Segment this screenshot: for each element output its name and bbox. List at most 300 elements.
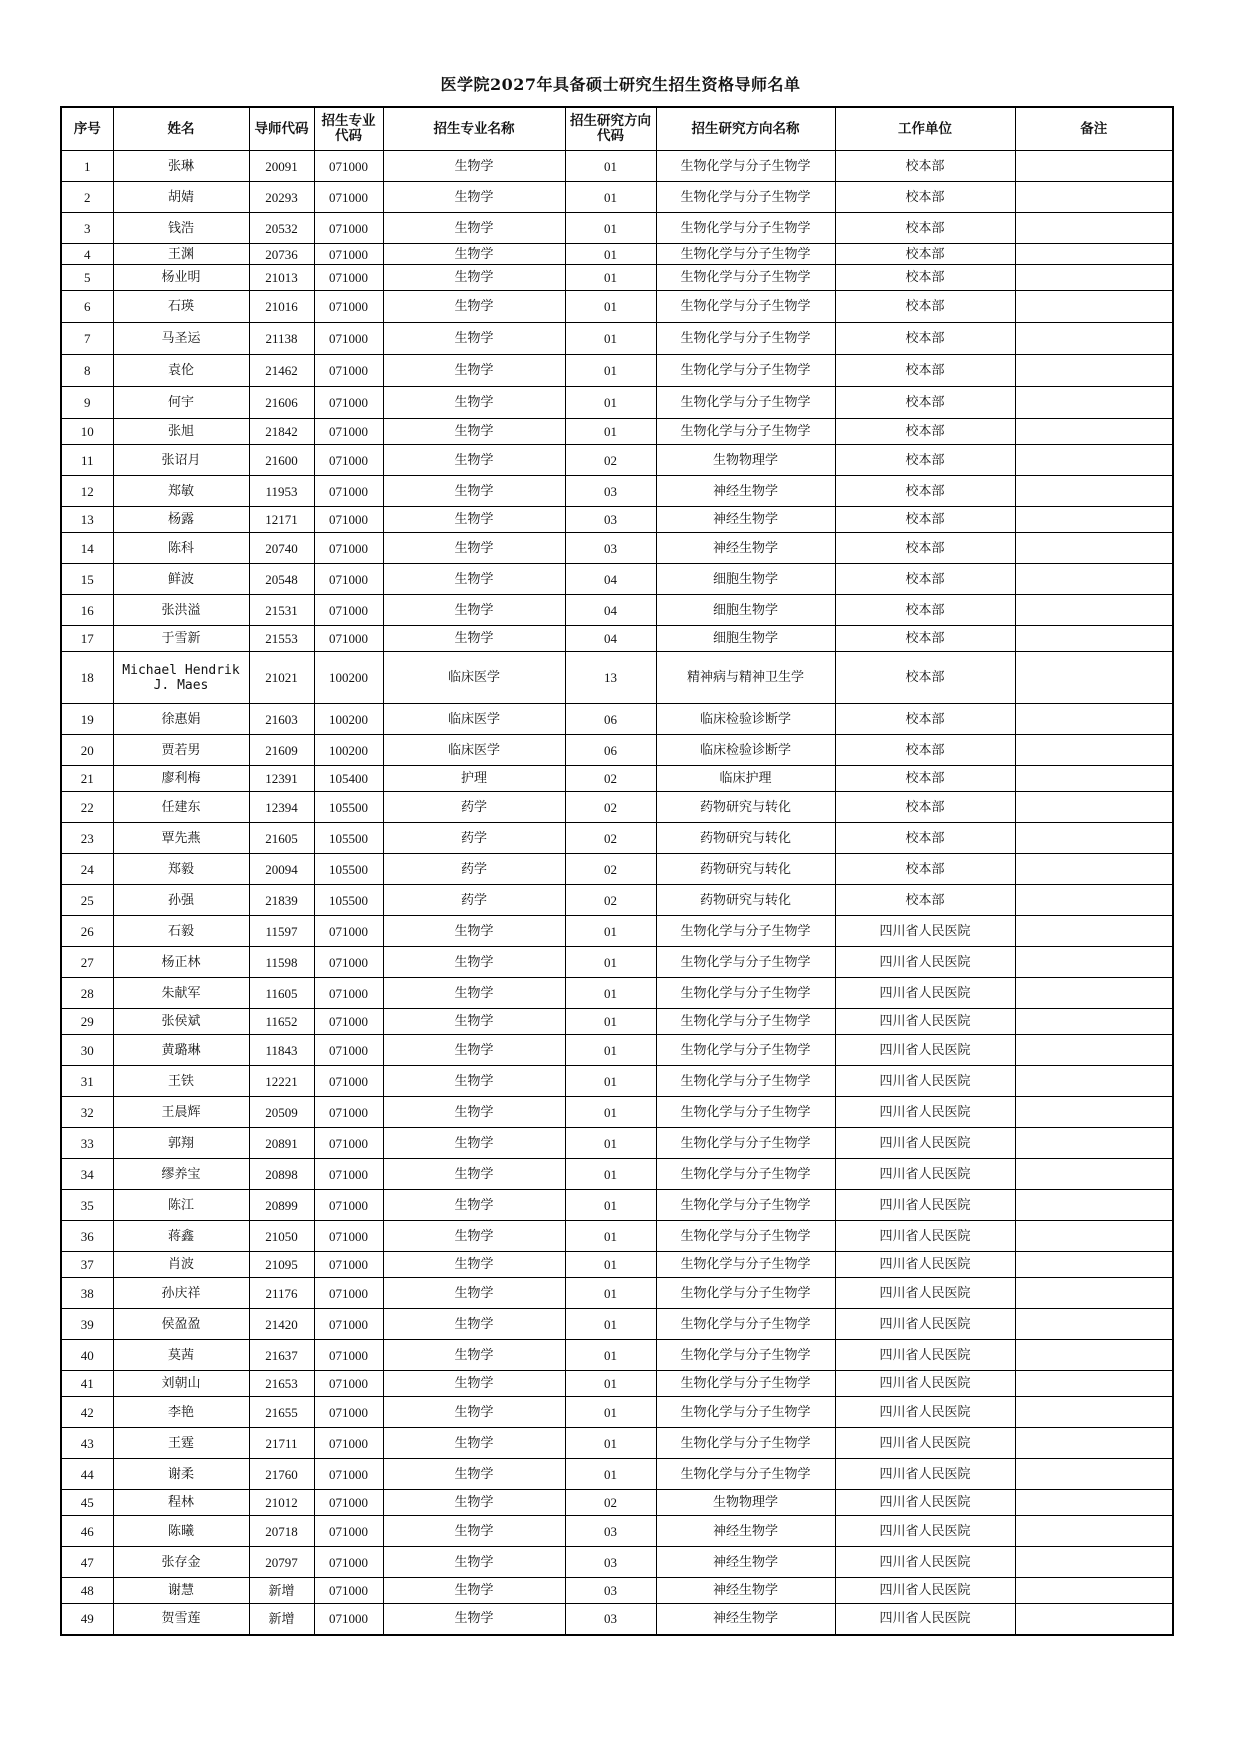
table-row (61, 533, 1173, 564)
cell-major-name: 临床医学 (383, 652, 565, 704)
cell-major-code: 071000 (314, 1278, 383, 1309)
cell-major-code: 071000 (314, 978, 383, 1009)
cell-direction-code: 06 (565, 735, 656, 766)
cell-name: 莫茜 (113, 1340, 249, 1371)
cell-advisor-code: 21012 (249, 1490, 314, 1516)
cell-remark (1015, 1516, 1173, 1547)
cell-major-code: 071000 (314, 1604, 383, 1635)
cell-name: 王铁 (113, 1066, 249, 1097)
table-row (61, 1190, 1173, 1221)
cell-direction-name: 生物化学与分子生物学 (656, 1309, 835, 1340)
cell-major-code: 071000 (314, 1159, 383, 1190)
cell-major-name: 生物学 (383, 265, 565, 291)
cell-direction-name: 临床检验诊断学 (656, 735, 835, 766)
cell-advisor-code: 21637 (249, 1340, 314, 1371)
cell-major-name: 生物学 (383, 1490, 565, 1516)
cell-major-code: 100200 (314, 652, 383, 704)
cell-advisor-code: 20740 (249, 533, 314, 564)
cell-major-name: 生物学 (383, 947, 565, 978)
cell-advisor-code: 20797 (249, 1547, 314, 1578)
cell-advisor-code: 20891 (249, 1128, 314, 1159)
cell-remark (1015, 1066, 1173, 1097)
cell-advisor-code: 21605 (249, 823, 314, 854)
cell-direction-name: 神经生物学 (656, 476, 835, 507)
cell-major-name: 生物学 (383, 1097, 565, 1128)
cell-remark (1015, 265, 1173, 291)
cell-name: 朱献军 (113, 978, 249, 1009)
cell-name: 廖利梅 (113, 766, 249, 792)
cell-remark (1015, 1459, 1173, 1490)
cell-major-name: 生物学 (383, 476, 565, 507)
cell-unit: 四川省人民医院 (835, 1097, 1015, 1128)
cell-unit: 四川省人民医院 (835, 1221, 1015, 1252)
cell-unit: 四川省人民医院 (835, 1340, 1015, 1371)
table-row (61, 244, 1173, 265)
cell-direction-code: 03 (565, 507, 656, 533)
cell-advisor-code: 20736 (249, 244, 314, 265)
cell-major-name: 生物学 (383, 1309, 565, 1340)
cell-unit: 四川省人民医院 (835, 916, 1015, 947)
cell-name: 钱浩 (113, 213, 249, 244)
cell-seq: 6 (61, 291, 113, 323)
cell-unit: 校本部 (835, 182, 1015, 213)
cell-seq: 8 (61, 355, 113, 387)
cell-unit: 校本部 (835, 213, 1015, 244)
cell-remark (1015, 387, 1173, 419)
table-row (61, 291, 1173, 323)
cell-direction-name: 生物化学与分子生物学 (656, 387, 835, 419)
cell-unit: 校本部 (835, 355, 1015, 387)
cell-unit: 校本部 (835, 595, 1015, 626)
cell-name: 石毅 (113, 916, 249, 947)
cell-advisor-code: 20532 (249, 213, 314, 244)
cell-direction-code: 01 (565, 978, 656, 1009)
cell-major-name: 生物学 (383, 1035, 565, 1066)
cell-remark (1015, 355, 1173, 387)
table-row (61, 507, 1173, 533)
cell-remark (1015, 792, 1173, 823)
table-row (61, 1371, 1173, 1397)
cell-seq: 46 (61, 1516, 113, 1547)
cell-remark (1015, 735, 1173, 766)
cell-direction-code: 01 (565, 419, 656, 445)
table-row (61, 213, 1173, 244)
cell-direction-name: 生物化学与分子生物学 (656, 1459, 835, 1490)
cell-unit: 四川省人民医院 (835, 1128, 1015, 1159)
cell-seq: 31 (61, 1066, 113, 1097)
cell-remark (1015, 182, 1173, 213)
cell-major-name: 护理 (383, 766, 565, 792)
cell-direction-code: 01 (565, 182, 656, 213)
cell-remark (1015, 1252, 1173, 1278)
cell-advisor-code: 21653 (249, 1371, 314, 1397)
cell-major-name: 临床医学 (383, 704, 565, 735)
cell-name: 胡婧 (113, 182, 249, 213)
cell-name: Michael Hendrik J. Maes (113, 652, 249, 704)
table-row (61, 1428, 1173, 1459)
cell-remark (1015, 533, 1173, 564)
cell-remark (1015, 854, 1173, 885)
cell-unit: 四川省人民医院 (835, 1547, 1015, 1578)
cell-name: 程林 (113, 1490, 249, 1516)
cell-seq: 26 (61, 916, 113, 947)
cell-remark (1015, 652, 1173, 704)
cell-direction-name: 神经生物学 (656, 1547, 835, 1578)
cell-advisor-code: 21531 (249, 595, 314, 626)
cell-seq: 12 (61, 476, 113, 507)
cell-name: 张洪溢 (113, 595, 249, 626)
cell-direction-code: 04 (565, 564, 656, 595)
cell-advisor-code: 12171 (249, 507, 314, 533)
cell-seq: 29 (61, 1009, 113, 1035)
cell-name: 鲜波 (113, 564, 249, 595)
cell-unit: 四川省人民医院 (835, 1278, 1015, 1309)
table-row (61, 1459, 1173, 1490)
cell-advisor-code: 11597 (249, 916, 314, 947)
cell-major-code: 071000 (314, 387, 383, 419)
cell-major-code: 071000 (314, 916, 383, 947)
cell-advisor-code: 12391 (249, 766, 314, 792)
cell-major-code: 071000 (314, 1190, 383, 1221)
cell-remark (1015, 213, 1173, 244)
cell-major-name: 生物学 (383, 151, 565, 182)
cell-direction-code: 01 (565, 1397, 656, 1428)
cell-seq: 49 (61, 1604, 113, 1635)
cell-advisor-code: 21655 (249, 1397, 314, 1428)
cell-direction-name: 生物化学与分子生物学 (656, 1159, 835, 1190)
cell-advisor-code: 21711 (249, 1428, 314, 1459)
cell-major-code: 071000 (314, 1547, 383, 1578)
header-seq: 序号 (61, 107, 113, 151)
cell-name: 张存金 (113, 1547, 249, 1578)
cell-major-code: 071000 (314, 1097, 383, 1128)
cell-advisor-code: 21176 (249, 1278, 314, 1309)
cell-major-code: 071000 (314, 213, 383, 244)
cell-seq: 42 (61, 1397, 113, 1428)
cell-advisor-code: 21842 (249, 419, 314, 445)
cell-direction-code: 02 (565, 885, 656, 916)
cell-unit: 校本部 (835, 244, 1015, 265)
cell-major-name: 生物学 (383, 916, 565, 947)
table-row (61, 265, 1173, 291)
cell-advisor-code: 20293 (249, 182, 314, 213)
cell-remark (1015, 1578, 1173, 1604)
cell-unit: 四川省人民医院 (835, 1371, 1015, 1397)
cell-major-code: 105500 (314, 792, 383, 823)
cell-advisor-code: 21553 (249, 626, 314, 652)
cell-direction-name: 生物化学与分子生物学 (656, 916, 835, 947)
cell-remark (1015, 766, 1173, 792)
cell-remark (1015, 595, 1173, 626)
table-row (61, 885, 1173, 916)
cell-unit: 四川省人民医院 (835, 947, 1015, 978)
cell-remark (1015, 1397, 1173, 1428)
cell-direction-name: 生物化学与分子生物学 (656, 1371, 835, 1397)
cell-major-code: 100200 (314, 704, 383, 735)
header-major-code: 招生专业代码 (314, 107, 383, 151)
cell-unit: 校本部 (835, 387, 1015, 419)
cell-seq: 47 (61, 1547, 113, 1578)
cell-major-name: 生物学 (383, 1459, 565, 1490)
cell-major-name: 生物学 (383, 978, 565, 1009)
cell-seq: 38 (61, 1278, 113, 1309)
cell-name: 陈科 (113, 533, 249, 564)
cell-unit: 四川省人民医院 (835, 1066, 1015, 1097)
cell-name: 刘朝山 (113, 1371, 249, 1397)
cell-major-name: 生物学 (383, 533, 565, 564)
cell-seq: 4 (61, 244, 113, 265)
cell-direction-code: 03 (565, 1516, 656, 1547)
cell-name: 贾若男 (113, 735, 249, 766)
cell-direction-code: 01 (565, 323, 656, 355)
header-remark: 备注 (1015, 107, 1173, 151)
cell-major-code: 071000 (314, 1340, 383, 1371)
cell-remark (1015, 1490, 1173, 1516)
table-row (61, 1066, 1173, 1097)
cell-major-name: 药学 (383, 792, 565, 823)
cell-unit: 校本部 (835, 323, 1015, 355)
cell-seq: 2 (61, 182, 113, 213)
cell-unit: 四川省人民医院 (835, 1309, 1015, 1340)
table-row (61, 626, 1173, 652)
cell-major-name: 生物学 (383, 291, 565, 323)
cell-name: 缪养宝 (113, 1159, 249, 1190)
cell-direction-name: 神经生物学 (656, 1578, 835, 1604)
cell-major-name: 生物学 (383, 445, 565, 476)
cell-seq: 32 (61, 1097, 113, 1128)
cell-major-code: 071000 (314, 947, 383, 978)
table-row (61, 823, 1173, 854)
cell-unit: 校本部 (835, 507, 1015, 533)
table-row (61, 704, 1173, 735)
cell-direction-name: 生物化学与分子生物学 (656, 1252, 835, 1278)
cell-remark (1015, 564, 1173, 595)
cell-name: 何宇 (113, 387, 249, 419)
cell-remark (1015, 885, 1173, 916)
cell-major-name: 生物学 (383, 213, 565, 244)
cell-seq: 33 (61, 1128, 113, 1159)
cell-remark (1015, 291, 1173, 323)
cell-direction-name: 生物化学与分子生物学 (656, 419, 835, 445)
cell-direction-code: 01 (565, 1221, 656, 1252)
cell-direction-name: 生物化学与分子生物学 (656, 182, 835, 213)
cell-direction-code: 04 (565, 595, 656, 626)
cell-major-code: 071000 (314, 445, 383, 476)
cell-direction-name: 生物化学与分子生物学 (656, 1340, 835, 1371)
cell-direction-code: 03 (565, 1547, 656, 1578)
cell-advisor-code: 21606 (249, 387, 314, 419)
cell-remark (1015, 419, 1173, 445)
cell-direction-name: 神经生物学 (656, 1604, 835, 1635)
cell-unit: 校本部 (835, 704, 1015, 735)
cell-major-name: 生物学 (383, 507, 565, 533)
cell-major-name: 生物学 (383, 1397, 565, 1428)
cell-name: 孙庆祥 (113, 1278, 249, 1309)
cell-name: 张侯斌 (113, 1009, 249, 1035)
cell-name: 任建东 (113, 792, 249, 823)
cell-remark (1015, 1340, 1173, 1371)
cell-direction-code: 01 (565, 1190, 656, 1221)
cell-direction-code: 01 (565, 1340, 656, 1371)
table-row (61, 323, 1173, 355)
table-row (61, 1009, 1173, 1035)
cell-direction-code: 01 (565, 1066, 656, 1097)
cell-direction-name: 药物研究与转化 (656, 792, 835, 823)
cell-direction-name: 生物化学与分子生物学 (656, 265, 835, 291)
cell-major-name: 生物学 (383, 419, 565, 445)
cell-name: 陈江 (113, 1190, 249, 1221)
cell-advisor-code: 21050 (249, 1221, 314, 1252)
cell-major-code: 071000 (314, 626, 383, 652)
cell-unit: 校本部 (835, 735, 1015, 766)
cell-major-name: 临床医学 (383, 735, 565, 766)
cell-seq: 10 (61, 419, 113, 445)
cell-major-name: 生物学 (383, 244, 565, 265)
cell-unit: 校本部 (835, 564, 1015, 595)
cell-advisor-code: 21603 (249, 704, 314, 735)
cell-direction-code: 01 (565, 1159, 656, 1190)
cell-advisor-code: 20718 (249, 1516, 314, 1547)
cell-major-name: 生物学 (383, 1128, 565, 1159)
cell-seq: 28 (61, 978, 113, 1009)
cell-seq: 17 (61, 626, 113, 652)
table-row (61, 1578, 1173, 1604)
cell-advisor-code: 20898 (249, 1159, 314, 1190)
cell-name: 谢慧 (113, 1578, 249, 1604)
cell-remark (1015, 1009, 1173, 1035)
cell-major-code: 071000 (314, 355, 383, 387)
cell-direction-name: 生物化学与分子生物学 (656, 291, 835, 323)
cell-unit: 四川省人民医院 (835, 1190, 1015, 1221)
cell-name: 孙强 (113, 885, 249, 916)
cell-name: 谢柔 (113, 1459, 249, 1490)
cell-major-name: 生物学 (383, 1159, 565, 1190)
cell-remark (1015, 916, 1173, 947)
cell-direction-name: 生物化学与分子生物学 (656, 244, 835, 265)
header-direction-code: 招生研究方向代码 (565, 107, 656, 151)
table-row (61, 595, 1173, 626)
cell-advisor-code: 11843 (249, 1035, 314, 1066)
cell-name: 王霆 (113, 1428, 249, 1459)
cell-remark (1015, 704, 1173, 735)
table-body (61, 151, 1173, 1635)
cell-major-code: 071000 (314, 1490, 383, 1516)
cell-unit: 校本部 (835, 854, 1015, 885)
cell-advisor-code: 11598 (249, 947, 314, 978)
cell-remark (1015, 1547, 1173, 1578)
cell-major-code: 071000 (314, 291, 383, 323)
cell-direction-code: 13 (565, 652, 656, 704)
cell-major-name: 生物学 (383, 1066, 565, 1097)
cell-direction-name: 神经生物学 (656, 507, 835, 533)
cell-advisor-code: 21420 (249, 1309, 314, 1340)
cell-remark (1015, 1428, 1173, 1459)
cell-name: 杨正林 (113, 947, 249, 978)
cell-seq: 11 (61, 445, 113, 476)
cell-name: 杨业明 (113, 265, 249, 291)
cell-major-name: 生物学 (383, 1428, 565, 1459)
table-row (61, 1159, 1173, 1190)
cell-advisor-code: 21462 (249, 355, 314, 387)
cell-major-code: 071000 (314, 533, 383, 564)
cell-remark (1015, 1371, 1173, 1397)
table-row (61, 564, 1173, 595)
cell-major-code: 071000 (314, 1397, 383, 1428)
cell-seq: 14 (61, 533, 113, 564)
cell-direction-name: 生物化学与分子生物学 (656, 1035, 835, 1066)
header-direction-name: 招生研究方向名称 (656, 107, 835, 151)
cell-direction-name: 生物化学与分子生物学 (656, 1009, 835, 1035)
cell-direction-code: 01 (565, 1309, 656, 1340)
cell-direction-name: 生物化学与分子生物学 (656, 978, 835, 1009)
cell-advisor-code: 新增 (249, 1604, 314, 1635)
cell-seq: 1 (61, 151, 113, 182)
cell-remark (1015, 244, 1173, 265)
cell-remark (1015, 823, 1173, 854)
cell-direction-name: 生物化学与分子生物学 (656, 1278, 835, 1309)
cell-unit: 四川省人民医院 (835, 1252, 1015, 1278)
cell-advisor-code: 21600 (249, 445, 314, 476)
cell-seq: 16 (61, 595, 113, 626)
table-row (61, 445, 1173, 476)
cell-major-code: 071000 (314, 1066, 383, 1097)
cell-name: 徐惠娟 (113, 704, 249, 735)
table-row (61, 947, 1173, 978)
table-row (61, 766, 1173, 792)
cell-direction-name: 生物化学与分子生物学 (656, 355, 835, 387)
cell-major-name: 生物学 (383, 355, 565, 387)
cell-remark (1015, 507, 1173, 533)
cell-direction-name: 生物化学与分子生物学 (656, 1097, 835, 1128)
cell-remark (1015, 626, 1173, 652)
cell-name: 袁伦 (113, 355, 249, 387)
cell-major-code: 071000 (314, 1371, 383, 1397)
cell-major-code: 071000 (314, 1128, 383, 1159)
cell-advisor-code: 21138 (249, 323, 314, 355)
cell-advisor-code: 11605 (249, 978, 314, 1009)
cell-major-code: 071000 (314, 595, 383, 626)
cell-direction-code: 01 (565, 1459, 656, 1490)
cell-unit: 四川省人民医院 (835, 1428, 1015, 1459)
cell-direction-code: 01 (565, 151, 656, 182)
cell-direction-code: 02 (565, 1490, 656, 1516)
cell-major-name: 生物学 (383, 1547, 565, 1578)
cell-major-code: 071000 (314, 1459, 383, 1490)
cell-major-code: 071000 (314, 476, 383, 507)
cell-major-code: 105500 (314, 854, 383, 885)
cell-direction-name: 细胞生物学 (656, 564, 835, 595)
table-row (61, 1252, 1173, 1278)
table-row (61, 1221, 1173, 1252)
cell-remark (1015, 445, 1173, 476)
cell-remark (1015, 947, 1173, 978)
cell-direction-code: 01 (565, 355, 656, 387)
cell-remark (1015, 1221, 1173, 1252)
cell-major-code: 071000 (314, 1428, 383, 1459)
cell-seq: 18 (61, 652, 113, 704)
cell-seq: 44 (61, 1459, 113, 1490)
cell-seq: 5 (61, 265, 113, 291)
table-row (61, 151, 1173, 182)
cell-major-code: 071000 (314, 182, 383, 213)
cell-major-code: 071000 (314, 507, 383, 533)
cell-direction-code: 02 (565, 792, 656, 823)
table-row (61, 916, 1173, 947)
table-row (61, 978, 1173, 1009)
cell-name: 郭翔 (113, 1128, 249, 1159)
cell-direction-code: 03 (565, 533, 656, 564)
cell-direction-name: 生物化学与分子生物学 (656, 947, 835, 978)
